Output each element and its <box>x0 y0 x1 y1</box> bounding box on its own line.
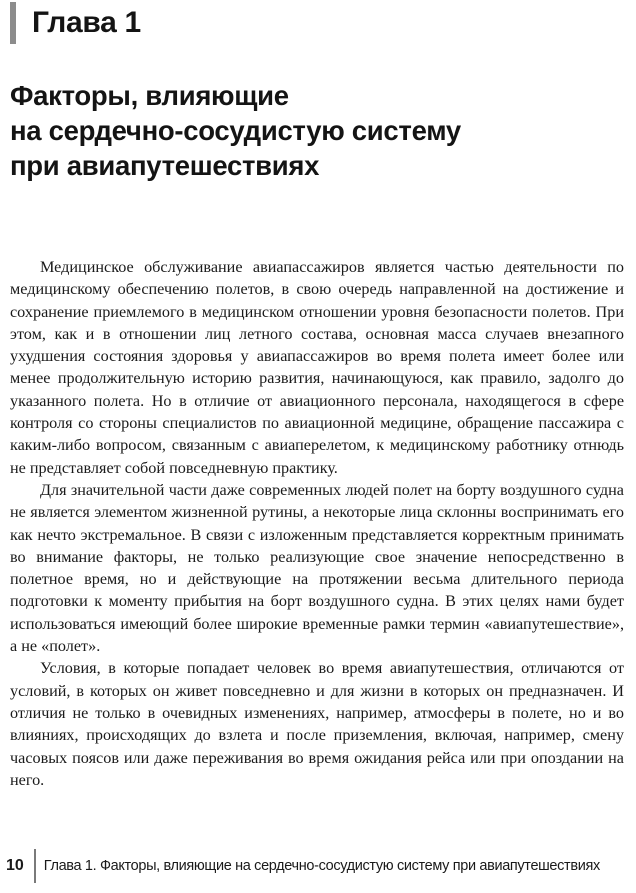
paragraph: Медицинское обслуживание авиапассажиров является частью деятельности по медицинскому обеспечению полетов, в свою очередь направленной на достижение и сохранение приемлемого в медицинском отношении уровня безопасности полетов. При этом, как и в отношении лиц летного состава, основная масса случаев внезапного ухудшения состояния здоровья у авиапассажиров во время полета имеет более или менее продолжительную историю развития, начинающуюся, как правило, задолго до указанного полета. Но в отличие от авиационного персонала, находящегося в сфере контроля со стороны специалистов по авиационной медицине, обращение пассажира с каким-либо вопросом, связанным с авиаперелетом, к медицинскому работнику отнюдь не представляет собой повседневную практику. <box>10 258 624 477</box>
page-number: 10 <box>6 857 24 874</box>
footer-divider <box>34 849 36 883</box>
paragraph: Условия, в которые попадает человек во время авиапутешествия, отличаются от условий, в которых он живет повседневно и для жизни в которых он предназначен. И отличия не только в очевидных изменениях, например, атмосферы в полете, но и во влияниях, происходящих до взлета и после приземления, включая, например, смену часовых поясов или даже переживания во время ожидания рейса или при опоздании на него. <box>10 659 624 789</box>
page-footer <box>6 848 600 884</box>
body-text <box>10 256 624 791</box>
chapter-header <box>10 2 141 44</box>
chapter-title-line: при авиапутешествиях <box>10 150 320 181</box>
paragraph: Для значительной части даже современных людей полет на борту воздушного судна не является элементом жизненной рутины, а некоторые лица склонны воспринимать его как нечто экстремальное. В связи с изложенным представляется корректным принимать во внимание факторы, не только реализующие свое значение непосредственно в полетное время, но и действующие на протяжении весьма длительного периода подготовки к моменту прибытия на борт воздушного судна. В этих целях нами будет использоваться имеющий более широкие временные рамки термин «авиапутешествие», а не «полет». <box>10 480 624 656</box>
chapter-title-line: на сердечно-сосудистую систему <box>10 115 461 146</box>
chapter-marker-bar <box>10 2 16 44</box>
running-title: Глава 1. Факторы, влияющие на сердечно-сосудистую систему при авиапутешествиях <box>43 858 600 874</box>
chapter-title-line: Факторы, влияющие <box>10 80 289 111</box>
chapter-label: Глава 1 <box>32 6 141 39</box>
chapter-title <box>10 78 620 183</box>
